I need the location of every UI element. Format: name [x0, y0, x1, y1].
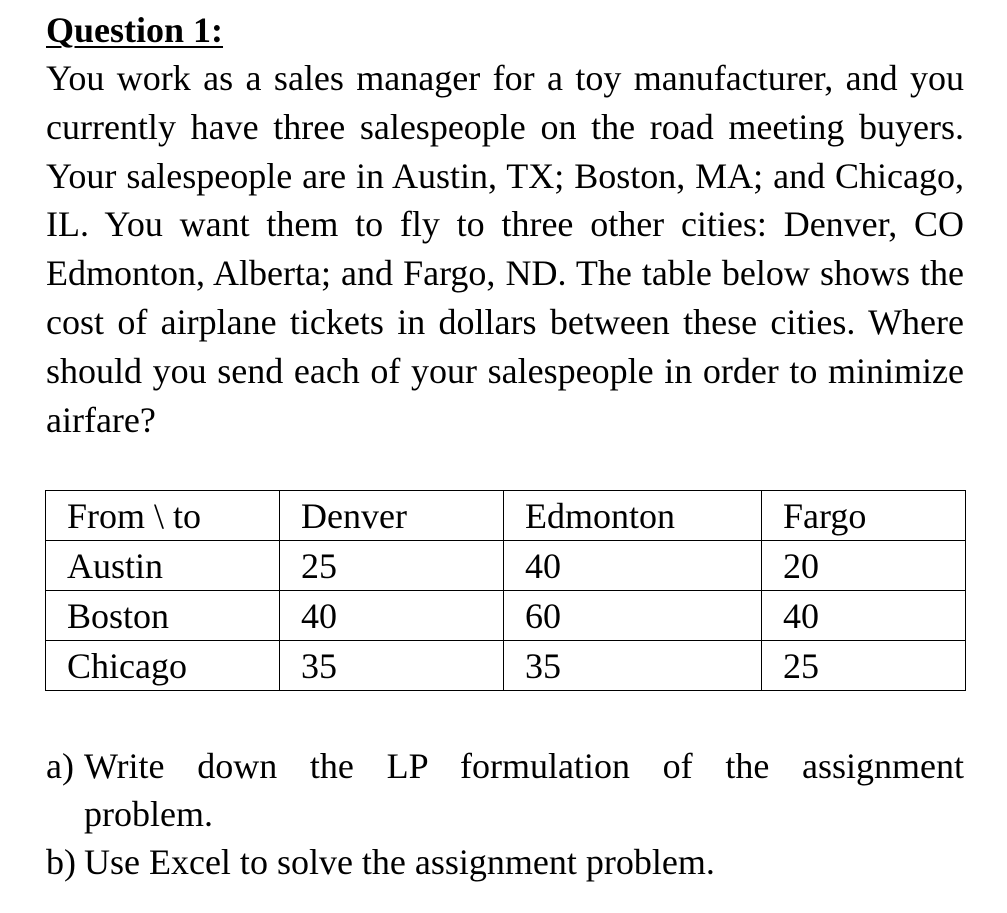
fare-cell: 60 [504, 591, 762, 641]
task-item-a [46, 742, 964, 838]
question-heading: Question 1: [46, 10, 224, 50]
table-row-austin [46, 541, 966, 591]
table-header-row [46, 491, 966, 541]
task-marker: b) [46, 842, 76, 882]
fare-cell: 40 [280, 591, 504, 641]
fare-cell: 40 [762, 591, 966, 641]
fare-cell: 35 [504, 641, 762, 691]
header-cell-edmonton: Edmonton [504, 491, 762, 541]
fare-cell: 35 [280, 641, 504, 691]
task-marker: a) [46, 746, 74, 786]
table-row-chicago [46, 641, 966, 691]
row-label-cell: Austin [46, 541, 280, 591]
header-cell-fargo: Fargo [762, 491, 966, 541]
fare-cell: 20 [762, 541, 966, 591]
row-label-cell: Boston [46, 591, 280, 641]
header-cell-from-to: From \ to [46, 491, 280, 541]
fare-cell: 25 [280, 541, 504, 591]
airfare-table [45, 490, 966, 691]
question-body: You work as a sales manager for a toy manufacturer, and you currently have three salespeople on the road meeting buyers. Your salespeople are in Austin, TX; Boston, MA; and Chicago, IL. You want them to fly to three other cities: Denver, CO Edmonton, Alberta; and Fargo, ND. The table below shows the cost of airplane tickets in dollars between these cities. Where should you send each of your salespeople in order to minimize airfare? [46, 58, 964, 440]
header-cell-denver: Denver [280, 491, 504, 541]
table-row-boston [46, 591, 966, 641]
task-item-b [46, 838, 964, 886]
task-text: Write down the LP formulation of the assignment problem. [84, 746, 964, 834]
row-label-cell: Chicago [46, 641, 280, 691]
fare-cell: 40 [504, 541, 762, 591]
task-text: Use Excel to solve the assignment problem. [84, 842, 715, 882]
fare-cell: 25 [762, 641, 966, 691]
task-list [46, 742, 964, 886]
